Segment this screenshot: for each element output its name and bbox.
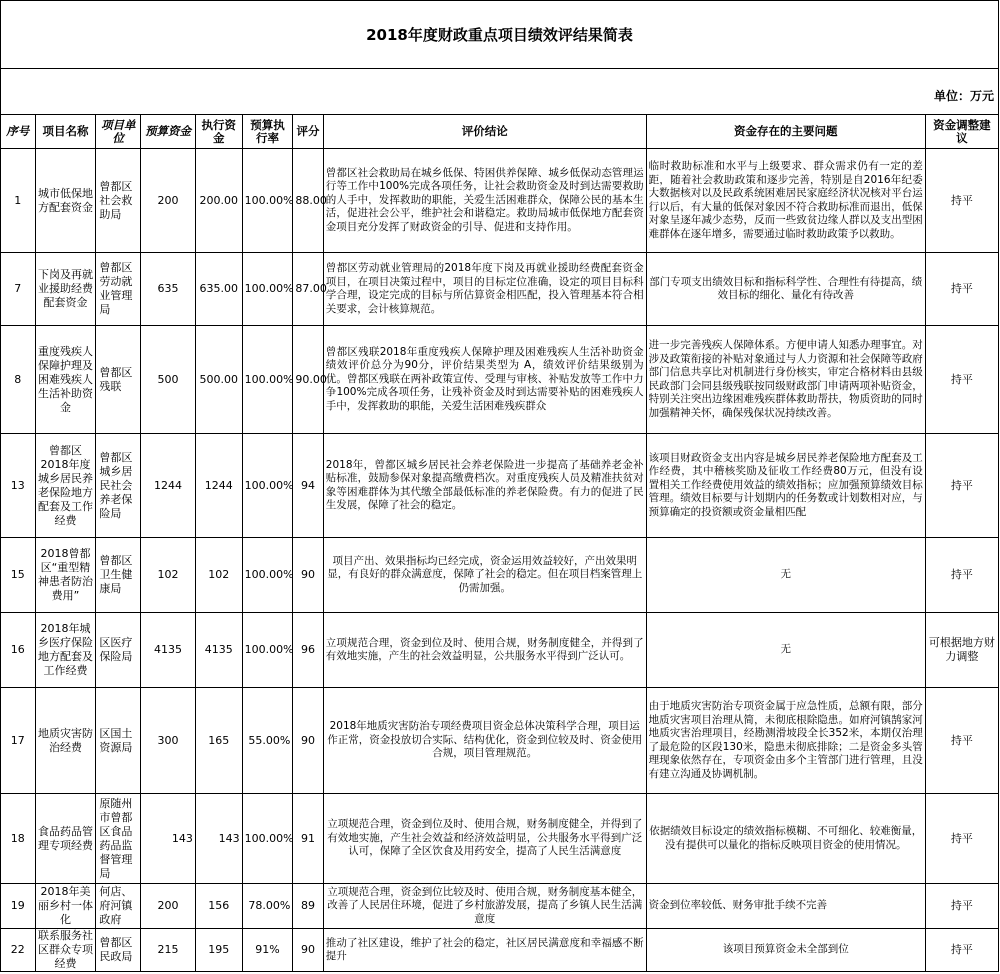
cell-score: 90 — [293, 688, 323, 794]
table-row — [1, 434, 999, 538]
cell-index: 19 — [1, 884, 36, 929]
cell-problems: 该项目财政资金支出内容是城乡居民养老保险地方配套及工作经费，其中稽核奖励及征收工作经费80万元，但没有设置相关工作经费使用效益的绩效指标；应加强预算绩效目标管理。绩效目标要与计划期内的任务数或计划数相对应，与预算确定的投资额或资金量相匹配 — [646, 434, 925, 538]
table-row — [1, 149, 999, 253]
cell-project: 食品药品管理专项经费 — [35, 794, 96, 884]
cell-index: 16 — [1, 613, 36, 688]
col-header-rate: 预算执行率 — [242, 115, 293, 149]
unit-label: 单位：万元 — [933, 89, 994, 103]
table-row — [1, 253, 999, 326]
cell-advice: 持平 — [925, 688, 998, 794]
cell-index: 13 — [1, 434, 36, 538]
cell-budget: 200 — [141, 149, 196, 253]
cell-index: 17 — [1, 688, 36, 794]
cell-rate: 100.00% — [242, 149, 293, 253]
cell-project: 曾都区2018年度城乡居民养老保险地方配套及工作经费 — [35, 434, 96, 538]
results-table — [0, 114, 999, 972]
cell-advice: 持平 — [925, 794, 998, 884]
unit-row — [0, 68, 999, 115]
cell-unit: 区国土资源局 — [96, 688, 141, 794]
cell-score: 90 — [293, 538, 323, 613]
cell-rate: 100.00% — [242, 613, 293, 688]
cell-advice: 持平 — [925, 326, 998, 434]
cell-project: 2018年美丽乡村一体化 — [35, 884, 96, 929]
col-header-budget: 预算资金 — [141, 115, 196, 149]
col-header-index: 序号 — [1, 115, 36, 149]
cell-score: 88.00 — [293, 149, 323, 253]
cell-executed: 4135 — [195, 613, 242, 688]
cell-rate: 78.00% — [242, 884, 293, 929]
table-row — [1, 794, 999, 884]
cell-advice: 持平 — [925, 149, 998, 253]
cell-budget: 200 — [141, 884, 196, 929]
cell-advice: 持平 — [925, 434, 998, 538]
cell-budget: 143 — [141, 794, 196, 884]
cell-budget: 300 — [141, 688, 196, 794]
col-header-problems: 资金存在的主要问题 — [646, 115, 925, 149]
cell-problems: 进一步完善残疾人保障体系。方便申请人知悉办理事宜。对涉及政策衔接的补贴对象通过与人力资源和社会保障等政府部门信息共享比对机制进行身份核实，审定合格材料由县级民政部门会同县级残联按同级财政部门申请两项补贴资金，特别关注突出边缘困难残疾群体救助帮扶，物质资助的同时加强精神关怀，确保残保状况持续改善。 — [646, 326, 925, 434]
cell-index: 18 — [1, 794, 36, 884]
cell-rate: 100.00% — [242, 253, 293, 326]
table-row — [1, 326, 999, 434]
cell-advice: 可根据地方财力调整 — [925, 613, 998, 688]
cell-rate: 100.00% — [242, 434, 293, 538]
cell-project: 下岗及再就业援助经费配套资金 — [35, 253, 96, 326]
cell-executed: 200.00 — [195, 149, 242, 253]
cell-problems: 部门专项支出绩效目标和指标科学性、合理性有待提高，绩效目标的细化、量化有待改善 — [646, 253, 925, 326]
col-header-score: 评分 — [293, 115, 323, 149]
header-row — [1, 115, 999, 149]
cell-rate: 91% — [242, 929, 293, 972]
cell-rate: 55.00% — [242, 688, 293, 794]
cell-conclusion: 曾都区社会救助局在城乡低保、特困供养保障、城乡低保动态管理运行等工作中100%完成各项任务，让社会救助资金及时到达需要救助的人手中，发挥救助的职能，关爱生活困难群众，保障公民的基本生活，促进社会公平，维护社会和谐稳定。救助局城市低保地方配套资金项目充分发挥了财政资金的引导、促进和支持作用。 — [323, 149, 646, 253]
cell-index: 8 — [1, 326, 36, 434]
cell-budget: 102 — [141, 538, 196, 613]
cell-conclusion: 项目产出、效果指标均已经完成，资金运用效益较好，产出效果明显，有良好的群众满意度，保障了社会的稳定。但在项目档案管理上仍需加强。 — [323, 538, 646, 613]
cell-problems: 依据绩效目标设定的绩效指标模糊、不可细化、较难衡量，没有提供可以量化的指标反映项目资金的使用情况。 — [646, 794, 925, 884]
table-title — [0, 0, 999, 68]
cell-index: 22 — [1, 929, 36, 972]
table-row — [1, 929, 999, 972]
cell-executed: 1244 — [195, 434, 242, 538]
cell-unit: 原随州市曾都区食品药品监督管理局 — [96, 794, 141, 884]
cell-index: 15 — [1, 538, 36, 613]
table-row — [1, 613, 999, 688]
cell-problems: 资金到位率较低、财务审批手续不完善 — [646, 884, 925, 929]
cell-advice: 持平 — [925, 884, 998, 929]
cell-project: 2018曾都区“重型精神患者防治费用” — [35, 538, 96, 613]
cell-problems: 由于地质灾害防治专项资金属于应急性质，总额有限，部分地质灾害项目治理从简，未彻底根除隐患。如府河镇鹄家河地质灾害治理项目，经勘测滑坡段全长352米，本期仅治理了最危险的区段130米，隐患未彻底排除；二是资金多头管理现象依然存在，专项资金由多个主管部门进行管理，且没有建立沟通及协调机制。 — [646, 688, 925, 794]
cell-conclusion: 2018年，曾都区城乡居民社会养老保险进一步提高了基础养老金补贴标准，鼓励参保对象提高缴费档次。对重度残疾人员及精准扶贫对象等困难群体为其代缴全部最低标准的养老保险费。有力的促进了民生发展，保障了社会的稳定。 — [323, 434, 646, 538]
cell-conclusion: 2018年地质灾害防治专项经费项目资金总体决策科学合理，项目运作正常，资金投放切合实际、结构优化，资金到位较及时、资金使用合规，项目管理规范。 — [323, 688, 646, 794]
cell-executed: 195 — [195, 929, 242, 972]
cell-conclusion: 立项规范合理，资金到位及时、使用合规，财务制度健全，并得到了有效地实施，产生的社会效益明显，公共服务水平得到广泛认可。 — [323, 613, 646, 688]
cell-rate: 100.00% — [242, 326, 293, 434]
cell-rate: 100.00% — [242, 794, 293, 884]
table-row — [1, 538, 999, 613]
cell-conclusion: 立项规范合理，资金到位比较及时、使用合规，财务制度基本健全，改善了人民居住环境，促进了乡村旅游发展，提高了乡镇人民生活满意度 — [323, 884, 646, 929]
cell-project: 城市低保地方配套资金 — [35, 149, 96, 253]
cell-executed: 635.00 — [195, 253, 242, 326]
cell-executed: 500.00 — [195, 326, 242, 434]
cell-problems: 无 — [646, 538, 925, 613]
cell-unit: 曾都区民政局 — [96, 929, 141, 972]
cell-score: 90.00 — [293, 326, 323, 434]
cell-unit: 何店、府河镇政府 — [96, 884, 141, 929]
cell-score: 91 — [293, 794, 323, 884]
table-title-text: 2018年度财政重点项目绩效评结果简表 — [366, 26, 633, 44]
cell-budget: 635 — [141, 253, 196, 326]
cell-project: 2018年城乡医疗保险地方配套及工作经费 — [35, 613, 96, 688]
cell-conclusion: 曾都区劳动就业管理局的2018年度下岗及再就业援助经费配套资金项目，在项目决策过程中，项目的目标定位准确，设定的项目目标科学合理，设定完成的目标与所估算资金相匹配，投入管理基本符合相关要求，会计核算规范。 — [323, 253, 646, 326]
cell-score: 94 — [293, 434, 323, 538]
cell-unit: 曾都区残联 — [96, 326, 141, 434]
cell-index: 1 — [1, 149, 36, 253]
cell-rate: 100.00% — [242, 538, 293, 613]
cell-score: 90 — [293, 929, 323, 972]
cell-conclusion: 推动了社区建设，维护了社会的稳定，社区居民满意度和幸福感不断提升 — [323, 929, 646, 972]
cell-budget: 215 — [141, 929, 196, 972]
col-header-advice: 资金调整建议 — [925, 115, 998, 149]
cell-project: 联系服务社区群众专项经费 — [35, 929, 96, 972]
cell-problems: 临时救助标准和水平与上级要求、群众需求仍有一定的差距，随着社会救助政策和逐步完善，特别是自2016年纪委大数据核对以及民政系统困难居民家庭经济状况核对平台运行以后，有大量的低保对象因不符合救助标准而退出，低保对象呈逐年减少态势，反而一些致贫边缘人群以及支出型困难群体在逐年增多，需要通过临时救助政策予以救助。 — [646, 149, 925, 253]
col-header-project: 项目名称 — [35, 115, 96, 149]
col-header-executed: 执行资金 — [195, 115, 242, 149]
cell-executed: 165 — [195, 688, 242, 794]
cell-score: 96 — [293, 613, 323, 688]
cell-score: 87.00 — [293, 253, 323, 326]
cell-executed: 156 — [195, 884, 242, 929]
cell-project: 地质灾害防治经费 — [35, 688, 96, 794]
cell-budget: 4135 — [141, 613, 196, 688]
cell-problems: 无 — [646, 613, 925, 688]
col-header-conclusion: 评价结论 — [323, 115, 646, 149]
cell-conclusion: 立项规范合理，资金到位及时、使用合规，财务制度健全，并得到了有效地实施，产生社会效益和经济效益明显，公共服务水平得到广泛认可，保障了全区饮食及用药安全，提高了人民生活满意度 — [323, 794, 646, 884]
cell-project: 重度残疾人保障护理及困难残疾人生活补助资金 — [35, 326, 96, 434]
table-row — [1, 884, 999, 929]
cell-unit: 曾都区社会救助局 — [96, 149, 141, 253]
cell-problems: 该项目预算资金未全部到位 — [646, 929, 925, 972]
table-row — [1, 688, 999, 794]
cell-advice: 持平 — [925, 253, 998, 326]
cell-executed: 143 — [195, 794, 242, 884]
cell-advice: 持平 — [925, 538, 998, 613]
cell-unit: 曾都区卫生健康局 — [96, 538, 141, 613]
cell-conclusion: 曾都区残联2018年重度残疾人保障护理及困难残疾人生活补助资金绩效评价总分为90分，评价结果类型为 A，绩效评价结果级别为优。曾都区残联在两补政策宣传、受理与审核、补贴发放等工作中力争100%完成各项任务，让残补资金及时到达需要补贴的困难残疾人手中，发挥救助的职能，关爱生活困难残疾群众 — [323, 326, 646, 434]
cell-unit: 曾都区城乡居民社会养老保险局 — [96, 434, 141, 538]
cell-score: 89 — [293, 884, 323, 929]
cell-unit: 曾都区劳动就业管理局 — [96, 253, 141, 326]
cell-index: 7 — [1, 253, 36, 326]
col-header-unit: 项目单位 — [96, 115, 141, 149]
cell-budget: 1244 — [141, 434, 196, 538]
cell-advice: 持平 — [925, 929, 998, 972]
cell-budget: 500 — [141, 326, 196, 434]
cell-executed: 102 — [195, 538, 242, 613]
cell-unit: 区医疗保险局 — [96, 613, 141, 688]
